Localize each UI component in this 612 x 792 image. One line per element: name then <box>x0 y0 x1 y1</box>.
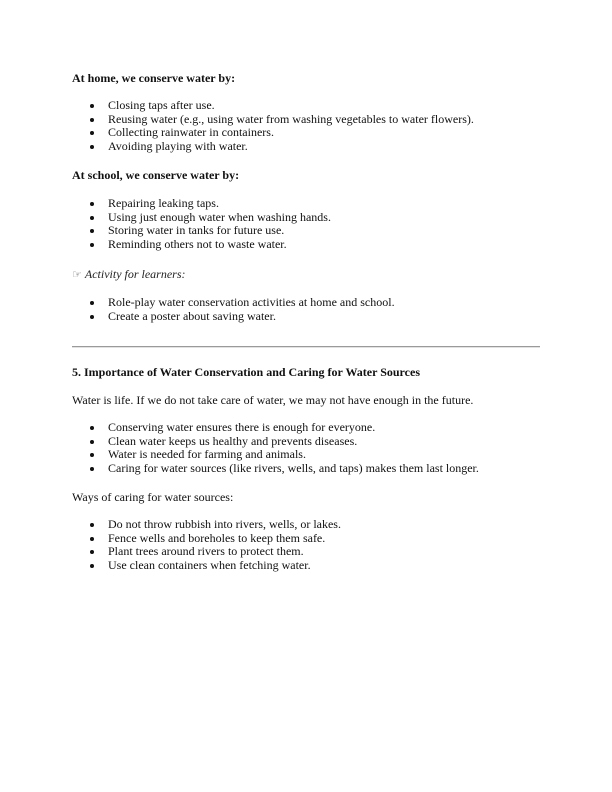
school-section-heading: At school, we conserve water by: <box>72 168 240 182</box>
list-item: Clean water keeps us healthy and prevents diseases. <box>72 435 479 449</box>
activity-list <box>72 296 395 323</box>
list-item: Do not throw rubbish into rivers, wells, or lakes. <box>72 518 341 532</box>
list-item: Collecting rainwater in containers. <box>72 126 474 140</box>
bullet-icon <box>90 467 94 471</box>
importance-list <box>72 421 479 476</box>
caring-ways-list <box>72 518 341 573</box>
bullet-icon <box>90 550 94 554</box>
list-item: Use clean containers when fetching water. <box>72 559 341 573</box>
ways-label: Ways of caring for water sources: <box>72 490 234 504</box>
bullet-icon <box>90 426 94 430</box>
bullet-icon <box>90 453 94 457</box>
list-item: Storing water in tanks for future use. <box>72 224 331 238</box>
home-section-heading: At home, we conserve water by: <box>72 71 236 85</box>
bullet-icon <box>90 440 94 444</box>
bullet-icon <box>90 564 94 568</box>
list-item: Avoiding playing with water. <box>72 140 474 154</box>
bullet-icon <box>90 301 94 305</box>
bullet-icon <box>90 229 94 233</box>
home-conservation-list <box>72 99 474 154</box>
section5-intro: Water is life. If we do not take care of water, we may not have enough in the future. <box>72 393 474 407</box>
list-item: Reminding others not to waste water. <box>72 238 331 252</box>
list-item: Conserving water ensures there is enough for everyone. <box>72 421 479 435</box>
list-item: Using just enough water when washing hands. <box>72 211 331 225</box>
school-conservation-list <box>72 197 331 252</box>
list-item: Create a poster about saving water. <box>72 310 395 324</box>
list-item: Repairing leaking taps. <box>72 197 331 211</box>
bullet-icon <box>90 104 94 108</box>
pointing-hand-icon: ☞ <box>72 268 82 281</box>
list-item: Reusing water (e.g., using water from washing vegetables to water flowers). <box>72 113 474 127</box>
bullet-icon <box>90 202 94 206</box>
bullet-icon <box>90 216 94 220</box>
list-item: Closing taps after use. <box>72 99 474 113</box>
list-item: Plant trees around rivers to protect them. <box>72 545 341 559</box>
list-item: Water is needed for farming and animals. <box>72 448 479 462</box>
list-item: Fence wells and boreholes to keep them safe. <box>72 532 341 546</box>
section-divider <box>72 346 540 348</box>
list-item: Caring for water sources (like rivers, wells, and taps) makes them last longer. <box>72 462 479 476</box>
bullet-icon <box>90 131 94 135</box>
bullet-icon <box>90 537 94 541</box>
bullet-icon <box>90 315 94 319</box>
bullet-icon <box>90 523 94 527</box>
bullet-icon <box>90 145 94 149</box>
list-item: Role-play water conservation activities at home and school. <box>72 296 395 310</box>
bullet-icon <box>90 243 94 247</box>
activity-label: ☞ Activity for learners: <box>72 267 186 281</box>
bullet-icon <box>90 118 94 122</box>
section5-heading: 5. Importance of Water Conservation and Caring for Water Sources <box>72 365 420 379</box>
